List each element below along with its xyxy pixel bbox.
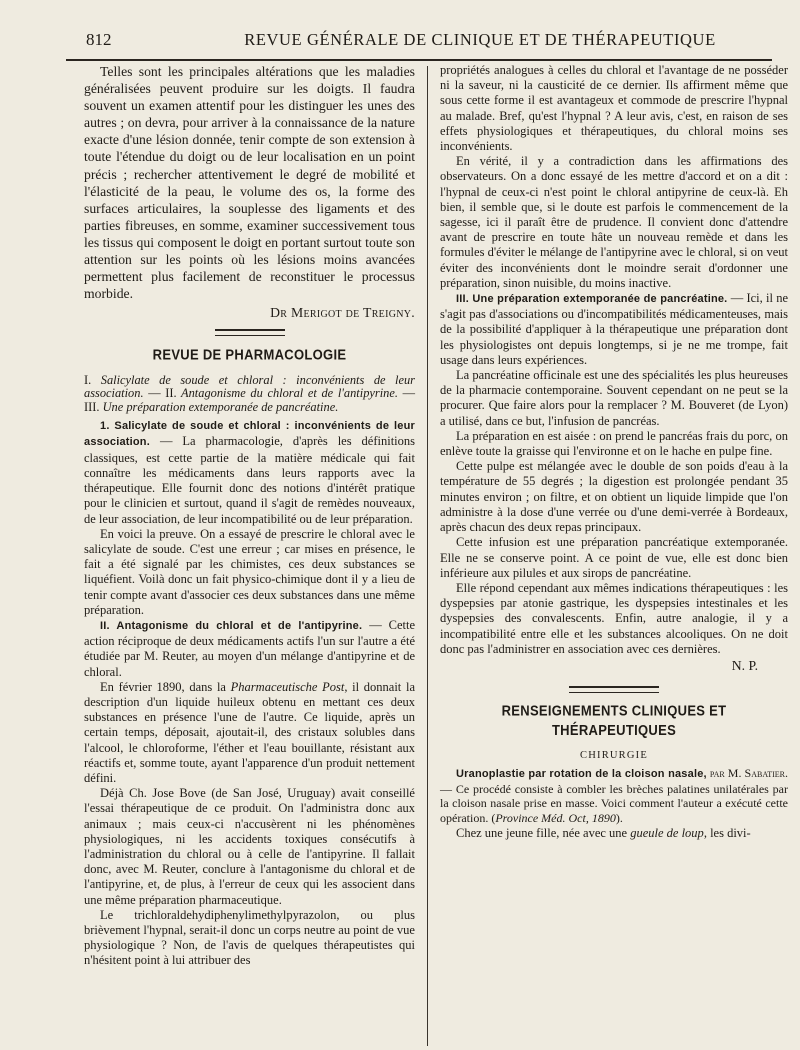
paragraph-fevrier-rest: , il donnait la description d'un liquide huileux obtenu en mettant ces deux substances en présence l'une de l'autre. Ce liquide, après un certain temps, déposait, ajoutait-il, des cristaux solubles dans l'alcool, le chloroforme, l'éther et l'eau bouillante, résistant aux réactifs et, somme toute, ayant l'apparence d'un produit nettement défini. [84, 679, 415, 785]
subsection-3-heading: III. Une préparation extemporanée de pancréatine. [456, 293, 728, 306]
paragraph-preuve: En voici la preuve. On a essayé de prescrire le chloral avec le salicylate de soude. C'est une erreur ; car mises en présence, le fait a été signalé par les chimistes, ces deux substances se liquéfient. Voilà donc un fait physico-chimique dont il y a lieu de tenir compte avant d'associer ces deux substances dans une même préparation. [84, 526, 415, 617]
author-signature: Dr Merigot de Treigny. [270, 305, 415, 321]
paragraph-verite: En vérité, il y a contradiction dans les affirmations des observateurs. On a donc essayé de les mettre d'accord et on a dit : l'hypnal de ceux-ci n'est point le chloral antipyrine de ceux-là. Eh bien, il semble que, si le doute est parfois le commencement de la sagesse, ici il paraît être de prudence. Il convient donc d'attendre avant de prescrire en toute hâte un nouveau remède et dans les formules d'éviter le mélange de l'antipyrine avec le chloral, si on veut éviter des inconvénients dont le moindre serait d'ordonner une préparation, sinon nuisible, du moins inactive. [440, 154, 788, 290]
summary-item-3: Une préparation extemporanée de pancréatine. [102, 399, 339, 414]
uranoplastie-source: Province Méd. Oct, 1890 [495, 811, 616, 826]
journal-name: Pharmaceutische Post [230, 679, 345, 694]
page-number: 812 [86, 30, 112, 49]
paragraph-continued: propriétés analogues à celles du chloral et l'avantage de ne posséder ni la saveur, ni la causticité de ce dernier. Ils affirment même que sous cette forme il est avantageux et commode de prescrire l'hypnal au malade. Bref, qu'est l'hypnal ? A leur avis, c'est, en raison de ses effets physiologiques et thérapeutiques, du chloral moins ses inconvénients. [440, 63, 788, 154]
section-rule-right [569, 686, 659, 693]
running-title: REVUE GÉNÉRALE DE CLINIQUE ET DE THÉRAPEUTIQUE [244, 30, 716, 49]
jeune-fille-term: gueule de loup [630, 825, 704, 840]
jeune-fille-start: Chez une jeune fille, née avec une [456, 825, 628, 840]
summary-item-2: Antagonisme du chloral et de l'antipyrine. [181, 386, 398, 401]
right-column [440, 63, 788, 841]
subsection-2 [84, 618, 415, 680]
subsection-2-heading: II. Antagonisme du chloral et de l'antipyrine. [100, 619, 363, 632]
paragraph-deja: Déjà Ch. Jose Bove (de San José, Uruguay) avait conseillé l'essai thérapeutique de ce produit. On l'administra donc aux animaux ; mais ceux-ci n'accusèrent ni les phénomènes physiologiques, ni les accidents toxiques consécutifs à l'administration du chloral ou à celle de l'antipyrine. Il fallait donc, avec M. Reuter, conclure à l'antagonisme du chloral et de l'antipyrine, et, de plus, à l'erreur de ceux qui les associent dans une même préparation pharmaceutique. [84, 786, 415, 907]
paragraph-infusion: Cette infusion est une préparation pancréatique extemporanée. Elle ne se conserve point. A ce point de vue, elle est donc bien inférieure aux pilules et aux sirops de pancréatine. [440, 535, 788, 580]
paragraph-pancreatine: La pancréatine officinale est une des spécialités les plus heureuses de la pharmacie contemporaine. Souvent cependant on ne peut se la procurer. Que faire alors pour la remplacer ? M. Bouveret (de Lyon) a utilisé, dans ce but, l'infusion de pancréas. [440, 368, 788, 428]
summary-roman-2: — II. [148, 386, 177, 401]
author-initials: N. P. [731, 657, 758, 673]
section-title-renseignements: RENSEIGNEMENTS CLINIQUES ET THÉRAPEUTIQUES [501, 701, 727, 739]
uranoplastie-text-end: ). [615, 811, 623, 826]
summary-roman-3: — III. [84, 386, 415, 414]
section-rule [215, 329, 285, 336]
summary-item-1: Salicylate de soude et chloral : inconvénients de leur association. [84, 372, 415, 401]
uranoplastie-entry [440, 766, 788, 825]
paragraph-pulpe: Cette pulpe est mélangée avec le double de son poids d'eau à la température de 55 degrés ; la digestion est prolongée pendant 35 minutes environ ; on filtre, et on obtient un liquide limpide que l'on administre à la dose d'une verrée ou d'une demi-verrée à Bordeaux, après chacun des deux repas principaux. [440, 459, 788, 535]
summary-roman-1: I. [84, 372, 92, 387]
subsection-3-text: — Ici, il ne s'agit pas d'associations ou d'incompatibilités médicamenteuses, mais de la possibilité d'appliquer à la thérapeutique une préparation dont les physiologistes ont depuis longtemps, si je ne me trompe, fait usage dans leurs expériences. [440, 291, 789, 367]
paragraph-trichlor: Le trichloraldehydiphenylimethylpyrazolon, ou plus brièvement l'hypnal, serait-il donc un corps neutre au point de vue physiologique ? Non, de l'avis de quelques thérapeutistes qui n'hésitent point à lui attribuer des [84, 907, 415, 968]
section-title-pharmacologie: REVUE DE PHARMACOLOGIE [152, 346, 347, 364]
uranoplastie-text: — Ce procédé consiste à combler les brèches palatines unilatérales par la cloison nasale prise en masse. Voici comment l'auteur a exécuté cette opération. ( [440, 781, 788, 826]
paragraph-jeune-fille [440, 826, 788, 841]
subsection-1-text: — La pharmacologie, d'après les définitions classiques, est cette partie de la matière médicale qui fait connaître les médicaments dans leurs rapports avec la thérapeutique. Elle fournit donc des notions d'intérêt pratique pour le clinicien et surtout, quand il s'agit de remèdes nouveaux, de leur association, de leur incompatibilité ou de leur préparation. [84, 434, 416, 526]
subsection-1 [84, 418, 415, 526]
header-rule [66, 59, 772, 61]
subsection-3 [440, 291, 788, 368]
left-column [84, 63, 415, 969]
section-summary [84, 374, 415, 415]
jeune-fille-rest: , les divi- [703, 825, 751, 840]
paragraph-repond: Elle répond cependant aux mêmes indications thérapeutiques : les dyspepsies par atonie gastrique, les dyspepsies intestinales et les dyspepsies des convalescents. Enfin, autre analogie, il y a incompatibilité entre elle et les substances alcooliques. On ne doit donc pas l'administrer en association avec ces dernières. [440, 580, 788, 656]
page-header [70, 28, 770, 54]
category-chirurgie: CHIRURGIE [580, 750, 648, 762]
subsection-1-heading: 1. Salicylate de soude et chloral : inconvénients de leur association. [84, 420, 415, 449]
paragraph-fevrier-start: En février 1890, dans la [100, 679, 226, 694]
paragraph-fevrier [84, 680, 415, 786]
column-divider [427, 66, 428, 1046]
intro-paragraph: Telles sont les principales altérations que les maladies généralisées peuvent produire sur les doigts. Il faudra souvent un examen attentif pour les distinguer les unes des autres ; on devra, pour arriver à la connaissance de la nature exacte d'une lésion donnée, tenir compte de son extension à toute l'étendue du doigt ou de leur localisation en un point précis ; rechercher attentivement le degré de mobilité et l'élasticité de la peau, le volume des os, la forme des surfaces articulaires, la souplesse des ligaments et des parties fibreuses, en somme, examiner successivement tous les tissus qui composent le doigt en portant surtout toute son attention sur les points où les lésions moins avancées permettent plus facilement de reconstituer le processus morbide. [84, 64, 415, 302]
subsection-2-text: — Cette action réciproque de deux médicaments actifs l'un sur l'autre a été étudiée par M. Reuter, au moyen d'un mélange d'antipyrine et de chloral. [84, 617, 416, 679]
paragraph-preparation: La préparation en est aisée : on prend le pancréas frais du porc, on enlève toute la graisse qui l'environne et on le hache en pulpe fine. [440, 428, 788, 459]
uranoplastie-heading: Uranoplastie par rotation de la cloison nasale, [456, 768, 707, 781]
uranoplastie-author: par M. Sabatier. [709, 766, 789, 781]
